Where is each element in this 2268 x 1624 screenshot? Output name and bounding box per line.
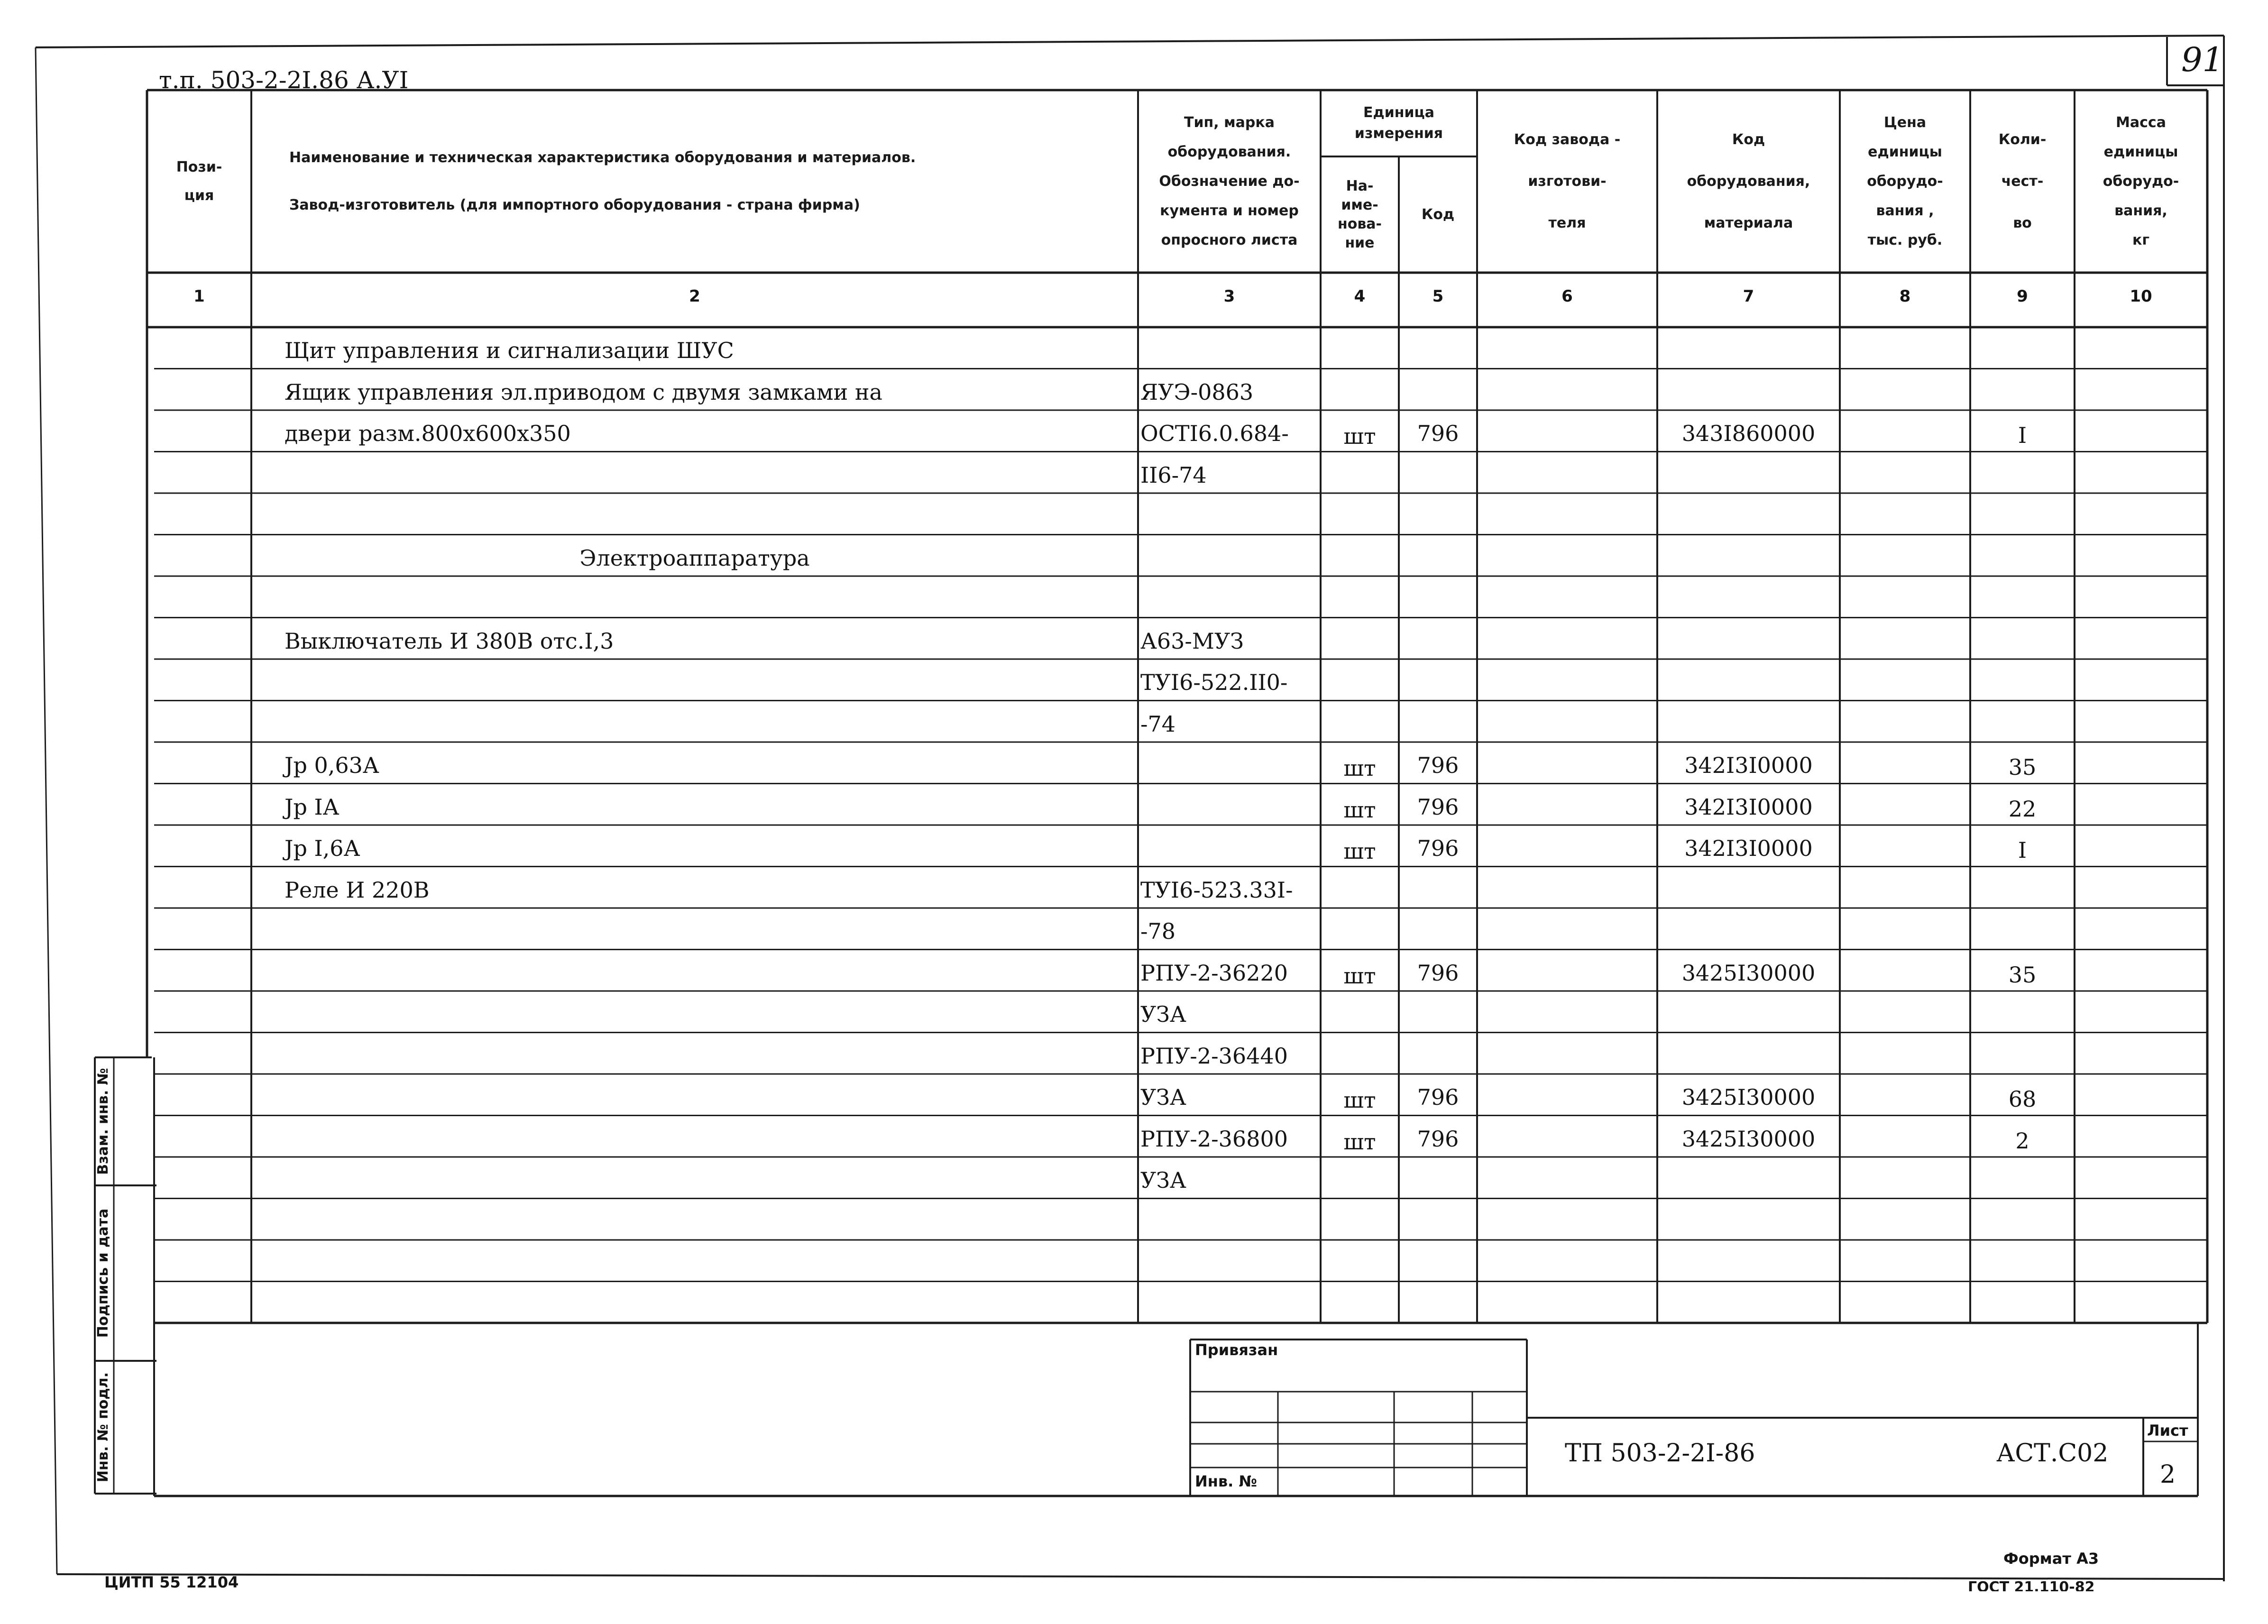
- row-unit-code: 796: [1417, 752, 1459, 778]
- designation: ТП 503-2-2I-86: [1565, 1439, 1755, 1468]
- header-position: [147, 90, 251, 273]
- row-unit-code: 796: [1417, 960, 1459, 986]
- header-unit-name-line: име-: [1341, 196, 1378, 213]
- header-unit-name-line: ние: [1345, 234, 1375, 251]
- column-number: 4: [1354, 287, 1366, 306]
- row-equipment-code: 343I860000: [1681, 421, 1816, 446]
- row-quantity: I: [2018, 422, 2027, 448]
- header-maker-code-line: теля: [1548, 214, 1586, 231]
- footer-gost: ГОСТ 21.110-82: [1968, 1579, 2095, 1591]
- header-price-line: Цена: [1883, 114, 1927, 131]
- row-type: ТУI6-523.33I-: [1140, 877, 1293, 903]
- row-unit-code: 796: [1417, 794, 1459, 820]
- top-reference: т.п. 503-2-2I.86 А.УI: [159, 66, 409, 94]
- header-mass-line: Масса: [2116, 114, 2166, 131]
- header-unit-group: [1321, 90, 1477, 156]
- header-price: [1840, 90, 1970, 273]
- row-unit: шт: [1343, 755, 1376, 781]
- row-name: Jр 0,63А: [285, 752, 379, 778]
- header-equipment-code-line: оборудования,: [1687, 173, 1810, 190]
- row-name: Щит управления и сигнализации ШУС: [285, 338, 734, 363]
- row-unit-code: 796: [1417, 1084, 1459, 1110]
- row-name: двери разм.800х600х350: [285, 421, 571, 446]
- row-type: УЗА: [1140, 1084, 1186, 1110]
- header-maker-code-line: изготови-: [1528, 173, 1607, 190]
- row-unit: шт: [1343, 423, 1376, 449]
- header-position-line: ция: [184, 187, 214, 204]
- header-unit-code: [1399, 156, 1477, 273]
- footer-format: Формат А3: [2003, 1550, 2099, 1568]
- row-type: УЗА: [1140, 1167, 1186, 1193]
- header-unit-code-line: Код: [1421, 206, 1455, 223]
- row-quantity: 22: [2008, 796, 2037, 822]
- header-name-line: Наименование и техническая характеристика оборудования и материалов.: [289, 149, 916, 166]
- header-unit-name-line: На-: [1346, 177, 1374, 194]
- sheet-label: Лист: [2147, 1422, 2188, 1440]
- row-quantity: 68: [2008, 1086, 2037, 1112]
- header-price-line: единицы: [1868, 143, 1942, 160]
- row-type: РПУ-2-36800: [1140, 1126, 1288, 1152]
- row-name: Реле И 220В: [285, 877, 430, 903]
- row-type: -74: [1140, 711, 1176, 737]
- column-number: 2: [689, 287, 700, 306]
- column-number: 8: [1899, 287, 1911, 306]
- row-unit: шт: [1343, 797, 1376, 823]
- header-quantity-line: во: [2013, 214, 2032, 231]
- header-price-line: оборудо-: [1867, 173, 1943, 190]
- page-number: 91: [2181, 40, 2224, 79]
- row-type: -78: [1140, 918, 1176, 944]
- column-number: 7: [1743, 287, 1754, 306]
- column-number: 6: [1561, 287, 1573, 306]
- header-type-line: Обозначение до-: [1159, 173, 1300, 190]
- privyazan-label: Привязан: [1195, 1341, 1278, 1359]
- header-price-line: тыс. руб.: [1867, 231, 1943, 248]
- header-mass-line: вания,: [2114, 202, 2167, 219]
- row-quantity: I: [2018, 837, 2027, 863]
- row-quantity: 2: [2015, 1128, 2029, 1154]
- row-quantity: 35: [2008, 754, 2037, 780]
- header-type-line: оборудования.: [1167, 143, 1291, 160]
- row-name: Ящик управления эл.приводом с двумя замками на: [285, 379, 882, 405]
- header-unit-group-line: измерения: [1354, 125, 1443, 142]
- header-type-line: опросного листа: [1161, 231, 1298, 248]
- row-unit: шт: [1343, 838, 1376, 864]
- row-unit-code: 796: [1417, 835, 1459, 861]
- row-equipment-code: 3425I30000: [1681, 960, 1816, 986]
- header-unit-name: [1321, 156, 1399, 273]
- row-quantity: 35: [2008, 962, 2037, 988]
- row-name: Электроаппаратура: [579, 545, 810, 571]
- column-number: 1: [193, 287, 205, 306]
- row-type: РПУ-2-36220: [1140, 960, 1288, 986]
- row-type: УЗА: [1140, 1001, 1186, 1027]
- header-mass: [2075, 90, 2207, 273]
- column-number: 3: [1223, 287, 1235, 306]
- header-maker-code-line: Код завода -: [1514, 131, 1621, 148]
- row-type: ЯУЭ-0863: [1140, 379, 1254, 405]
- header-maker-code: [1477, 90, 1657, 273]
- row-type: РПУ-2-36440: [1140, 1043, 1288, 1069]
- row-type: II6-74: [1140, 462, 1207, 488]
- header-equipment-code-line: материала: [1704, 214, 1793, 231]
- header-equipment-code: [1657, 90, 1840, 273]
- row-unit: шт: [1343, 963, 1376, 989]
- row-unit: шт: [1343, 1129, 1376, 1155]
- column-number: 10: [2130, 287, 2152, 306]
- row-equipment-code: 3425I30000: [1681, 1084, 1816, 1110]
- footer-cipt: ЦИТП 55 12104: [104, 1573, 239, 1591]
- row-name: Jр IА: [285, 794, 340, 820]
- header-price-line: вания ,: [1876, 202, 1934, 219]
- header-unit-name-line: нова-: [1337, 215, 1382, 232]
- header-unit-group-line: Единица: [1363, 104, 1434, 121]
- row-unit-code: 796: [1417, 1126, 1459, 1152]
- row-name: Jр I,6А: [285, 835, 360, 861]
- row-unit-code: 796: [1417, 421, 1459, 446]
- side-label-inv: Инв. № подл.: [95, 1372, 111, 1483]
- header-type: [1138, 90, 1321, 273]
- side-label-vzam: Взам. инв. №: [95, 1068, 111, 1175]
- header-equipment-code-line: Код: [1732, 131, 1765, 148]
- row-name: Выключатель И 380В отс.I,3: [285, 628, 614, 654]
- header-mass-line: единицы: [2103, 143, 2178, 160]
- sheet-code: АСТ.С02: [1996, 1439, 2109, 1468]
- sheet-number: 2: [2160, 1460, 2176, 1489]
- column-number: 5: [1432, 287, 1444, 306]
- row-equipment-code: 342I3I0000: [1684, 835, 1813, 861]
- column-number: 9: [2017, 287, 2028, 306]
- header-type-line: кумента и номер: [1160, 202, 1299, 219]
- row-equipment-code: 3425I30000: [1681, 1126, 1816, 1152]
- header-mass-line: кг: [2132, 231, 2150, 248]
- header-quantity-line: чест-: [2001, 173, 2044, 190]
- row-unit: шт: [1343, 1087, 1376, 1113]
- header-type-line: Тип, марка: [1184, 114, 1275, 131]
- row-type: ОСТI6.0.684-: [1140, 421, 1289, 446]
- inv-no-label: Инв. №: [1195, 1472, 1257, 1490]
- row-equipment-code: 342I3I0000: [1684, 794, 1813, 820]
- header-mass-line: оборудо-: [2103, 173, 2179, 190]
- header-name: [289, 90, 1138, 273]
- row-equipment-code: 342I3I0000: [1684, 752, 1813, 778]
- header-quantity-line: Коли-: [1998, 131, 2047, 148]
- header-quantity: [1970, 90, 2075, 273]
- header-name-line: Завод-изготовитель (для импортного оборудования - страна фирма): [289, 196, 860, 213]
- side-label-podpis: Подпись и дата: [95, 1208, 111, 1338]
- row-type: А63-МУЗ: [1140, 628, 1244, 654]
- row-type: ТУI6-522.II0-: [1140, 670, 1288, 695]
- header-position-line: Пози-: [176, 158, 222, 175]
